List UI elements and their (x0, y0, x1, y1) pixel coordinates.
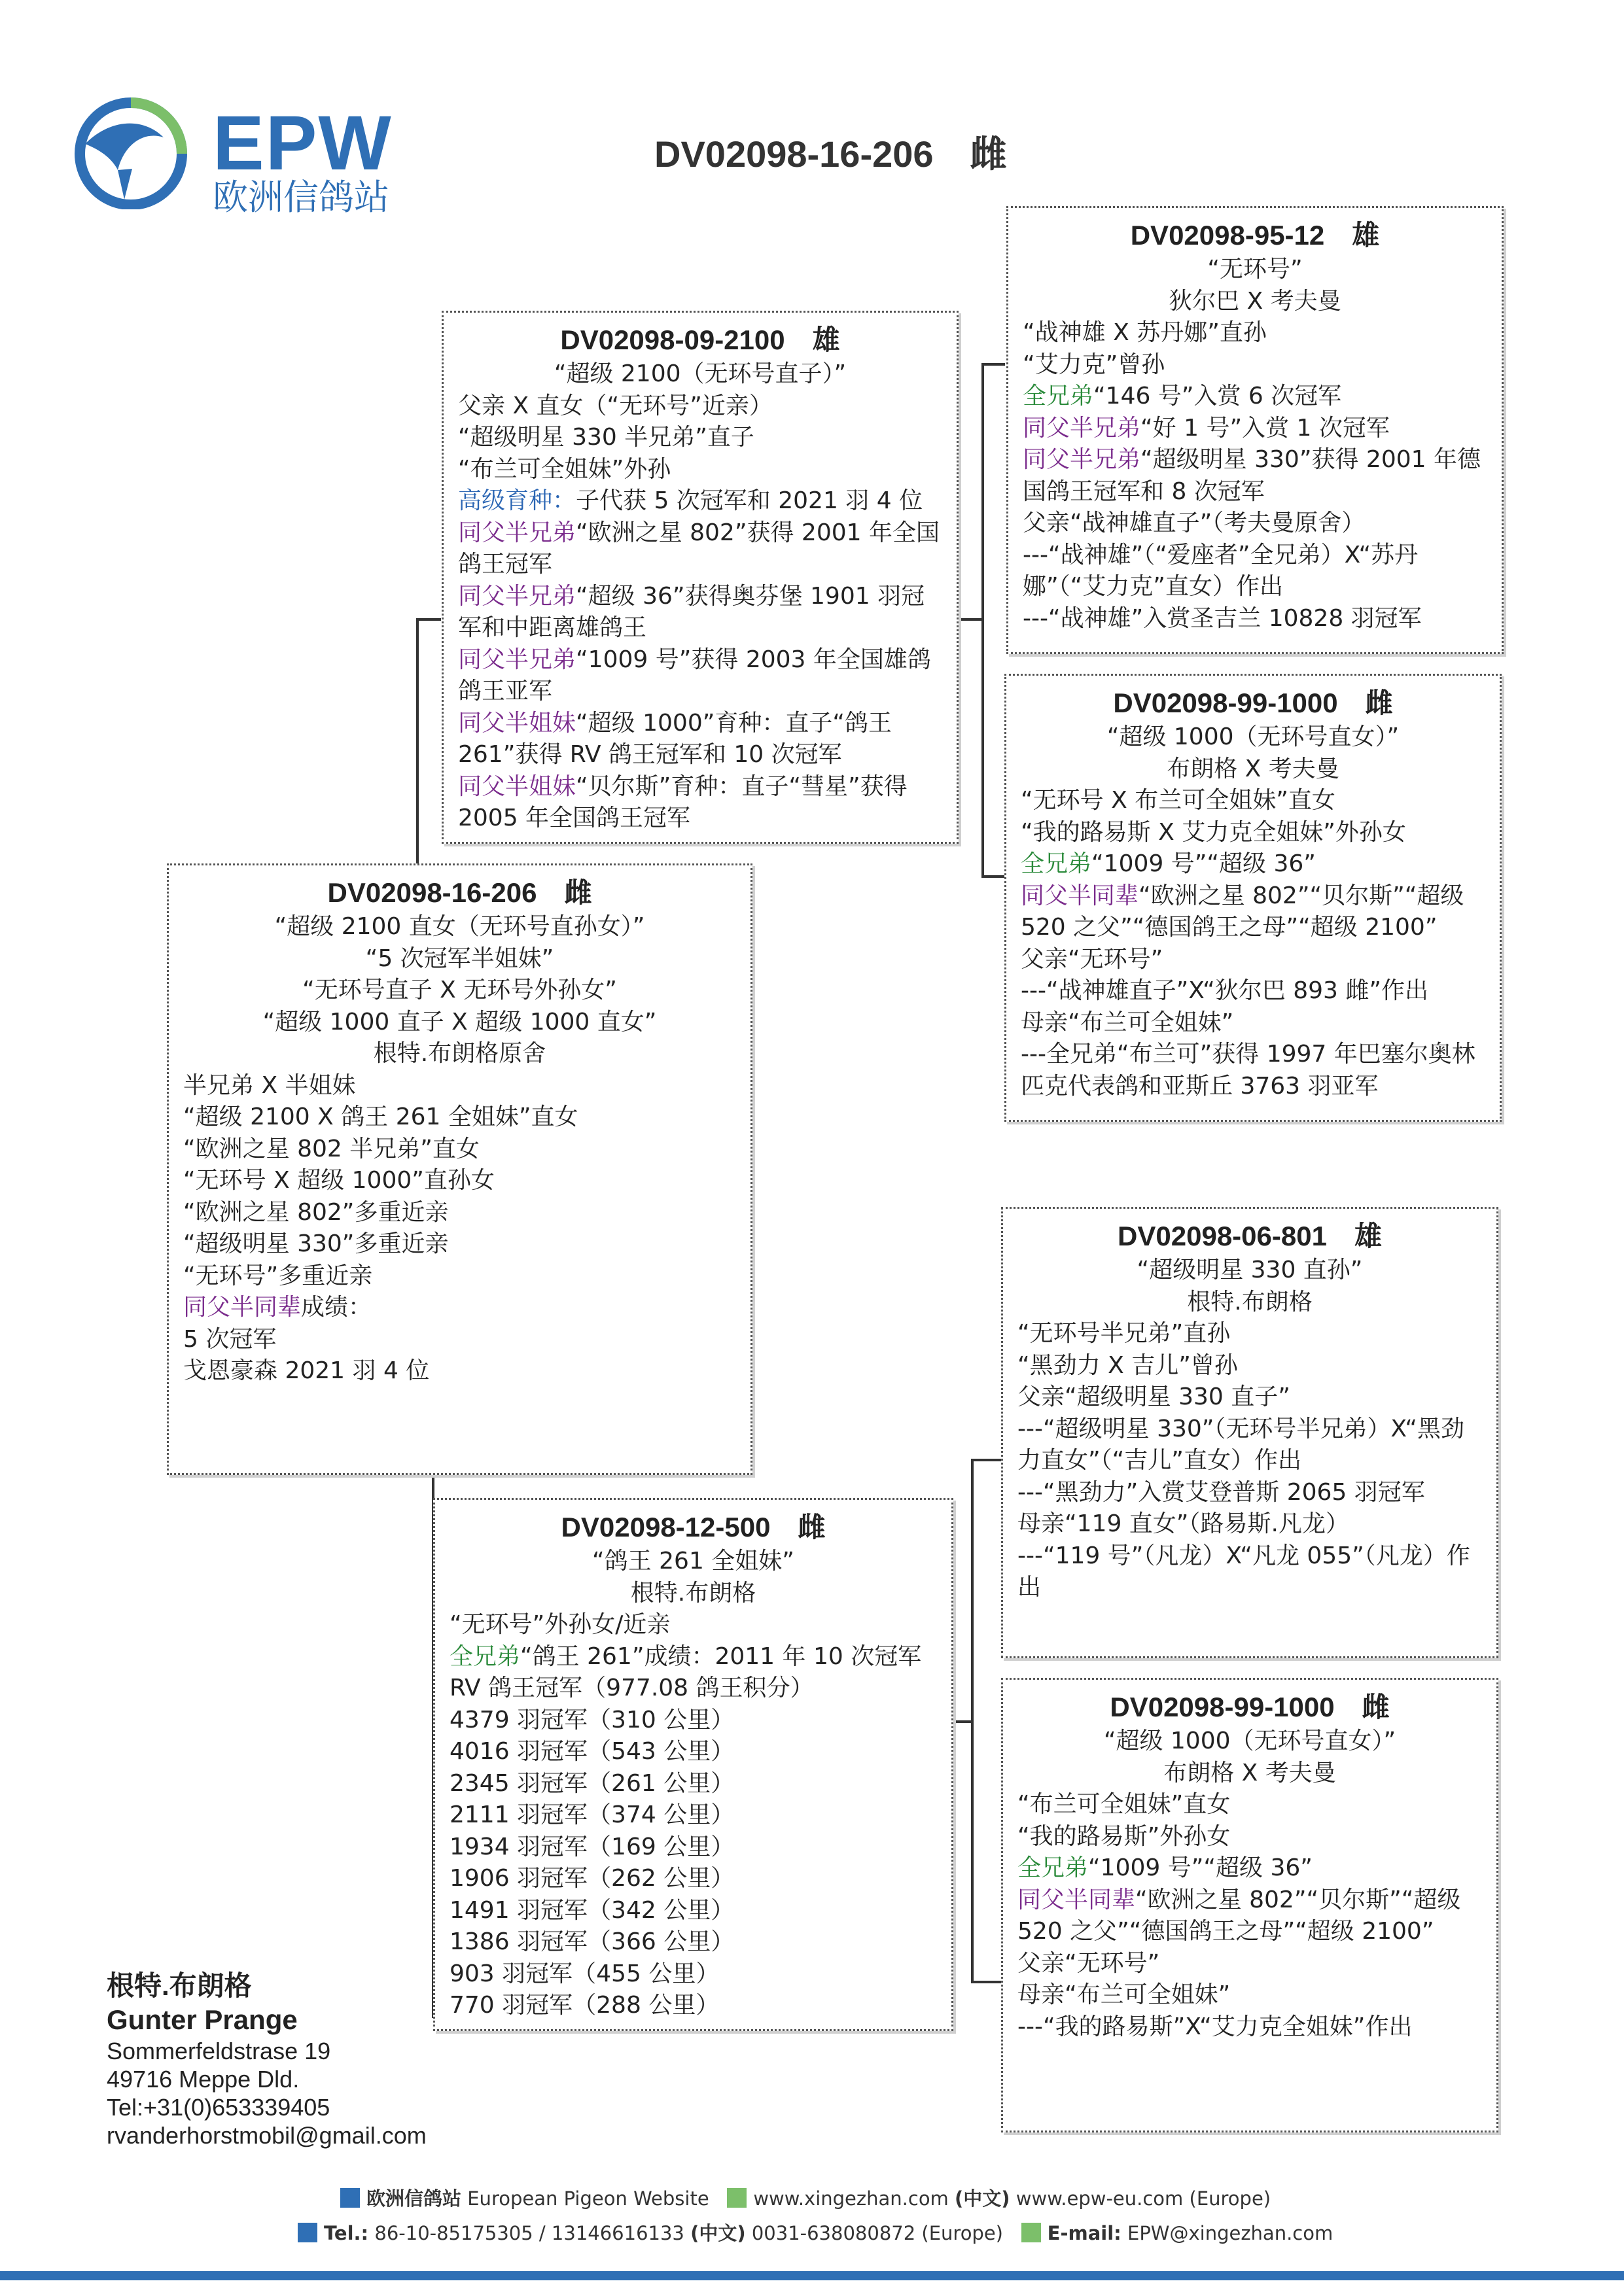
pedigree-line (450, 1832, 937, 1864)
pedigree-line (183, 1102, 736, 1134)
pedigree-title: DV02098-99-1000 雌 (1110, 1692, 1390, 1722)
pedigree-line (450, 1736, 937, 1768)
pedigree-line (450, 1705, 937, 1737)
pedigree-line (458, 581, 942, 644)
pedigree-line (1017, 1885, 1482, 1948)
line-text: “超级明星 330”多重近亲 (183, 1230, 449, 1257)
dam-dam-box (1001, 1678, 1498, 2132)
relation-highlight: 同父半兄弟 (1023, 446, 1141, 473)
line-text: 根特.布朗格原舍 (373, 1040, 546, 1067)
logo-mark (72, 92, 190, 209)
pedigree-line (1017, 1540, 1482, 1604)
line-text: “欧洲之星 802”多重近亲 (183, 1198, 449, 1226)
line-text: ---“超级明星 330”（无环号半兄弟）X“黑劲力直女”（“吉儿”直女）作出 (1017, 1415, 1464, 1474)
pedigree-line (183, 1165, 736, 1197)
line-text: “无环号”外孙女/近亲 (450, 1611, 671, 1638)
pedigree-line (1023, 413, 1487, 445)
line-text: “超级明星 330 半兄弟”直子 (458, 424, 754, 451)
line-text: “超级明星 330 直孙” (1137, 1257, 1363, 1283)
line-text: 1906 羽冠军（262 公里） (450, 1865, 735, 1892)
pedigree-title: DV02098-12-500 雌 (561, 1512, 826, 1542)
sire-dam-box (1004, 674, 1502, 1122)
line-text: ---“战神雄直子”X“狄尔巴 893 雌”作出 (1021, 977, 1429, 1004)
pedigree-line (450, 1768, 937, 1800)
relation-highlight: 同父半兄弟 (458, 646, 576, 673)
pedigree-line (450, 1578, 937, 1610)
line-text: “黑劲力 X 吉儿”曾孙 (1017, 1351, 1238, 1379)
line-text: “无环号 X 超级 1000”直孙女 (183, 1167, 495, 1194)
footer-site-en: European Pigeon Website (467, 2187, 709, 2210)
pedigree-lines (1017, 1255, 1482, 1604)
pedigree-lines (183, 911, 736, 1387)
footer-url-cn-tag: (中文) (955, 2187, 1010, 2210)
pedigree-line (1023, 254, 1487, 286)
pedigree-line (1023, 444, 1487, 508)
pedigree-line (183, 1038, 736, 1070)
pedigree-line (1017, 1414, 1482, 1477)
line-text: “无环号 X 布兰可全姐妹”直女 (1021, 787, 1335, 814)
relation-highlight: 同父半姐妹 (458, 709, 576, 737)
pedigree-line (458, 708, 942, 771)
line-text: “鸽王 261”成绩：2011 年 10 次冠军 RV 鸽王冠军（977.08 鸽王积分） (450, 1643, 945, 1701)
pedigree-line (1021, 880, 1485, 944)
pedigree-line (458, 485, 942, 517)
pedigree-line (450, 1800, 937, 1832)
relation-highlight: 同父半姐妹 (458, 773, 576, 800)
logo-text: EPW (213, 100, 393, 186)
line-text: “欧洲之星 802”获得 2001 年全国鸽王冠军 (458, 519, 940, 578)
line-text: 布朗格 X 考夫曼 (1167, 755, 1339, 782)
line-text: 4379 羽冠军（310 公里） (450, 1706, 735, 1733)
line-text: ---“战神雄”入赏圣吉兰 10828 羽冠军 (1023, 604, 1422, 632)
line-text: ---“我的路易斯”X“艾力克全姐妹”作出 (1017, 2013, 1413, 2040)
pedigree-line (1017, 1758, 1482, 1790)
blue-square-icon (340, 2188, 360, 2208)
relation-highlight: 高级育种： (458, 487, 576, 514)
line-text: “布兰可全姐妹”直女 (1017, 1791, 1231, 1818)
pedigree-line (1021, 754, 1485, 786)
pedigree-line (1017, 1477, 1482, 1509)
pedigree-line (1023, 508, 1487, 540)
pedigree-line (1021, 975, 1485, 1007)
line-text: 子代获 5 次冠军和 2021 羽 4 位 (576, 487, 923, 514)
line-text: ---“黑劲力”入赏艾登普斯 2065 羽冠军 (1017, 1478, 1425, 1506)
pedigree-line (458, 391, 942, 423)
line-text: “超级 2100 X 鸽王 261 全姐妹”直女 (183, 1104, 578, 1130)
pedigree-line (1023, 317, 1487, 349)
footer-email-label: E-mail: (1047, 2222, 1121, 2244)
pedigree-line (183, 975, 736, 1007)
pedigree-line (1021, 722, 1485, 754)
connector (954, 1720, 972, 1723)
pedigree-line (1017, 1948, 1482, 1980)
line-text: 半兄弟 X 半姐妹 (183, 1071, 356, 1099)
line-text: 成绩： (301, 1294, 372, 1321)
line-text: 2111 羽冠军（374 公里） (450, 1801, 735, 1828)
line-text: “我的路易斯”外孙女 (1017, 1822, 1231, 1850)
line-text: 狄尔巴 X 考夫曼 (1169, 287, 1341, 315)
pedigree-line (1017, 1508, 1482, 1540)
line-text: “欧洲之星 802”“贝尔斯”“超级 520 之父”“德国鸽王之母”“超级 2100” (1017, 1886, 1468, 1945)
pedigree-line (183, 1355, 736, 1387)
pedigree-line (450, 1641, 945, 1705)
pedigree-line (1017, 1287, 1482, 1319)
footer-url-eu[interactable]: www.epw-eu.com (Europe) (1015, 2187, 1271, 2210)
line-text: “超级明星 330”获得 2001 年德国鸽王冠军和 8 次冠军 (1023, 446, 1481, 505)
line-text: 903 羽冠军（455 公里） (450, 1960, 720, 1987)
pedigree-line (458, 422, 942, 454)
pedigree-line (1017, 1318, 1482, 1350)
line-text: “欧洲之星 802 半兄弟”直女 (183, 1135, 480, 1162)
pedigree-lines (450, 1546, 945, 2022)
footer-email[interactable]: EPW@xingezhan.com (1127, 2222, 1333, 2244)
subject-box (167, 863, 752, 1475)
connector (981, 363, 1005, 366)
breeder-email: rvanderhorstmobil@gmail.com (107, 2122, 427, 2149)
pedigree-line (183, 1261, 736, 1293)
pedigree-line (450, 1895, 937, 1927)
pedigree-line (1021, 817, 1485, 849)
pedigree-line (1017, 1852, 1482, 1885)
relation-highlight: 同父半兄弟 (458, 519, 576, 546)
line-text: “艾力克”曾孙 (1023, 351, 1165, 378)
pedigree-line (183, 1007, 736, 1039)
pedigree-lines (1021, 722, 1485, 1102)
relation-highlight: 全兄弟 (1017, 1854, 1089, 1881)
pedigree-line (183, 1324, 736, 1356)
pedigree-line (1017, 1255, 1482, 1287)
line-text: “1009 号”获得 2003 年全国雄鸽鸽王亚军 (458, 646, 931, 704)
pedigree-title: DV02098-09-2100 雄 (560, 324, 840, 355)
pedigree-line (183, 1228, 736, 1261)
footer-line-1 (340, 2188, 1271, 2208)
pedigree-line (1017, 1726, 1482, 1758)
line-text: 根特.布朗格 (630, 1579, 756, 1607)
pedigree-line (183, 1134, 736, 1166)
pedigree-line (458, 517, 942, 581)
line-text: “1009 号”“超级 36” (1091, 850, 1316, 877)
footer-tel-cn: 86-10-85175305 / 13146616133 (374, 2222, 684, 2244)
line-text: 5 次冠军 (183, 1325, 277, 1353)
connector (416, 618, 419, 863)
breeder-contact (107, 1969, 427, 2149)
page-title: DV02098-16-206 雌 (654, 133, 1007, 175)
line-text: “无环号半兄弟”直孙 (1017, 1320, 1231, 1347)
pedigree-title: DV02098-95-12 雄 (1130, 220, 1380, 251)
connector (416, 618, 441, 621)
relation-highlight: 全兄弟 (450, 1643, 521, 1670)
pedigree-line (1021, 944, 1485, 976)
line-text: “布兰可全姐妹”外孙 (458, 455, 671, 483)
pedigree-line (1017, 1821, 1482, 1853)
blue-square-icon (298, 2223, 317, 2242)
line-text: 4016 羽冠军（543 公里） (450, 1738, 735, 1765)
pedigree-lines (1023, 254, 1487, 635)
pedigree-line (458, 644, 942, 708)
line-text: “1009 号”“超级 36” (1088, 1854, 1313, 1881)
pedigree-line (1021, 1039, 1485, 1102)
line-text: “超级 2100（无环号直子）” (554, 360, 847, 387)
pedigree-line (450, 1926, 937, 1958)
pedigree-lines (458, 358, 942, 835)
pedigree-line (183, 1197, 736, 1229)
connector (981, 875, 1005, 878)
relation-highlight: 同父半同辈 (1021, 882, 1139, 909)
line-text: ---“战神雄”（“爱座者”全兄弟）X“苏丹娜”（“艾力克”直女）作出 (1023, 541, 1419, 600)
line-text: 父亲“无环号” (1017, 1949, 1160, 1977)
line-text: 父亲“超级明星 330 直子” (1017, 1383, 1290, 1410)
pedigree-lines (1017, 1726, 1482, 2043)
line-text: 2345 羽冠军（261 公里） (450, 1769, 735, 1797)
line-text: 父亲“战神雄直子”（考夫曼原舍） (1023, 510, 1366, 536)
line-text: “146 号”入赏 6 次冠军 (1093, 383, 1342, 409)
line-text: “战神雄 X 苏丹娜”直孙 (1023, 319, 1267, 346)
line-text: “超级 1000”育种：直子“鸽王 261”获得 RV 鸽王冠军和 10 次冠军 (458, 709, 900, 768)
pedigree-line (1023, 540, 1487, 603)
relation-highlight: 同父半兄弟 (1023, 414, 1141, 442)
line-text: “贝尔斯”育种：直子“彗星”获得 2005 年全国鸽王冠军 (458, 773, 915, 831)
line-text: “欧洲之星 802”“贝尔斯”“超级 520 之父”“德国鸽王之母”“超级 2100” (1021, 882, 1472, 941)
dam-box (433, 1498, 953, 2031)
line-text: “超级 1000（无环号直女）” (1103, 1728, 1396, 1754)
dam-sire-box (1001, 1207, 1498, 1658)
pedigree-line (1021, 1007, 1485, 1039)
pedigree-title: DV02098-99-1000 雌 (1113, 687, 1393, 718)
footer-tel-cn-tag: (中文) (690, 2222, 746, 2244)
pedigree-line (183, 1292, 736, 1324)
footer-tel-label: Tel.: (324, 2222, 369, 2244)
breeder-street: Sommerfeldstrase 19 (107, 2038, 331, 2064)
pedigree-line (450, 1863, 937, 1895)
pedigree-line (1023, 286, 1487, 318)
line-text: 根特.布朗格 (1187, 1288, 1313, 1315)
line-text: “无环号直子 X 无环号外孙女” (302, 977, 617, 1003)
green-square-icon (727, 2188, 747, 2208)
relation-highlight: 同父半同辈 (183, 1294, 302, 1321)
line-text: 父亲“无环号” (1021, 945, 1163, 973)
line-text: “超级 36”获得奥芬堡 1901 羽冠军和中距离雄鸽王 (458, 582, 925, 641)
line-text: 母亲“布兰可全姐妹” (1021, 1009, 1234, 1036)
line-text: “好 1 号”入赏 1 次冠军 (1140, 414, 1390, 442)
line-text: 父亲 X 直女（“无环号”近亲） (458, 392, 773, 419)
breeder-name-cn: 根特.布朗格 (107, 1970, 252, 2001)
relation-highlight: 全兄弟 (1023, 383, 1094, 409)
line-text: 戈恩豪森 2021 羽 4 位 (183, 1357, 430, 1384)
pedigree-line (183, 943, 736, 975)
pedigree-line (1021, 785, 1485, 817)
pedigree-line (458, 771, 942, 835)
pedigree-line (1021, 848, 1485, 880)
logo-subtitle: 欧洲信鸽站 (213, 177, 389, 218)
pedigree-line (450, 1958, 937, 1991)
sire-sire-box (1006, 206, 1504, 654)
footer-tel-eu: 0031-638080872 (Europe) (751, 2222, 1003, 2244)
line-text: 1934 羽冠军（169 公里） (450, 1833, 735, 1860)
line-text: 1491 羽冠军（342 公里） (450, 1896, 735, 1924)
line-text: 母亲“布兰可全姐妹” (1017, 1981, 1231, 2008)
sire-box (442, 311, 959, 844)
pedigree-line (1023, 349, 1487, 381)
connector (971, 1981, 1001, 1983)
breeder-name-en: Gunter Prange (107, 2004, 298, 2035)
line-text: “无环号”多重近亲 (183, 1262, 373, 1289)
pedigree-line (450, 1990, 937, 2022)
pedigree-line (1017, 1382, 1482, 1414)
pedigree-title: DV02098-16-206 雌 (327, 877, 592, 908)
line-text: “我的路易斯 X 艾力克全姐妹”外孙女 (1021, 818, 1406, 846)
line-text: “超级 2100 直女（无环号直孙女）” (274, 913, 645, 940)
bottom-bar (0, 2271, 1624, 2280)
pedigree-line (450, 1546, 937, 1578)
line-text: 布朗格 X 考夫曼 (1163, 1759, 1336, 1786)
connector (971, 1459, 1001, 1461)
breeder-tel: Tel:+31(0)653339405 (107, 2094, 330, 2121)
footer-line-2 (298, 2223, 1333, 2243)
relation-highlight: 同父半同辈 (1017, 1886, 1136, 1913)
pedigree-line (450, 1609, 937, 1641)
pedigree-line (183, 911, 736, 943)
line-text: 770 羽冠军（288 公里） (450, 1992, 720, 2019)
line-text: “超级 1000（无环号直女）” (1106, 723, 1400, 750)
relation-highlight: 全兄弟 (1021, 850, 1092, 877)
line-text: “鸽王 261 全姐妹” (592, 1548, 794, 1574)
pedigree-line (458, 358, 942, 391)
pedigree-line (1017, 1789, 1482, 1821)
line-text: 1386 羽冠军（366 公里） (450, 1928, 735, 1955)
line-text: “无环号” (1207, 256, 1303, 283)
breeder-city: 49716 Meppe Dld. (107, 2066, 300, 2093)
pedigree-line (458, 454, 942, 486)
pigeon-logo-icon (72, 92, 190, 209)
line-text: 母亲“119 直女”（路易斯.凡龙） (1017, 1510, 1349, 1537)
pedigree-line (183, 1070, 736, 1102)
green-square-icon (1021, 2223, 1041, 2242)
pedigree-line (1017, 2011, 1482, 2044)
pedigree-line (1017, 1350, 1482, 1382)
relation-highlight: 同父半兄弟 (458, 582, 576, 610)
pedigree-line (1023, 603, 1487, 635)
footer-url-cn[interactable]: www.xingezhan.com (753, 2187, 949, 2210)
line-text: “5 次冠军半姐妹” (365, 945, 554, 972)
pedigree-title: DV02098-06-801 雄 (1118, 1221, 1382, 1251)
line-text: “超级 1000 直子 X 超级 1000 直女” (262, 1008, 657, 1035)
footer-site-name: 欧洲信鸽站 (366, 2187, 462, 2210)
line-text: ---全兄弟“布兰可”获得 1997 年巴塞尔奥林匹克代表鸽和亚斯丘 3763 羽亚军 (1021, 1041, 1475, 1100)
line-text: ---“119 号”（凡龙）X“凡龙 055”（凡龙）作出 (1017, 1542, 1470, 1601)
pedigree-line (1017, 1979, 1482, 2011)
connector (959, 618, 983, 621)
pedigree-line (1023, 381, 1487, 413)
